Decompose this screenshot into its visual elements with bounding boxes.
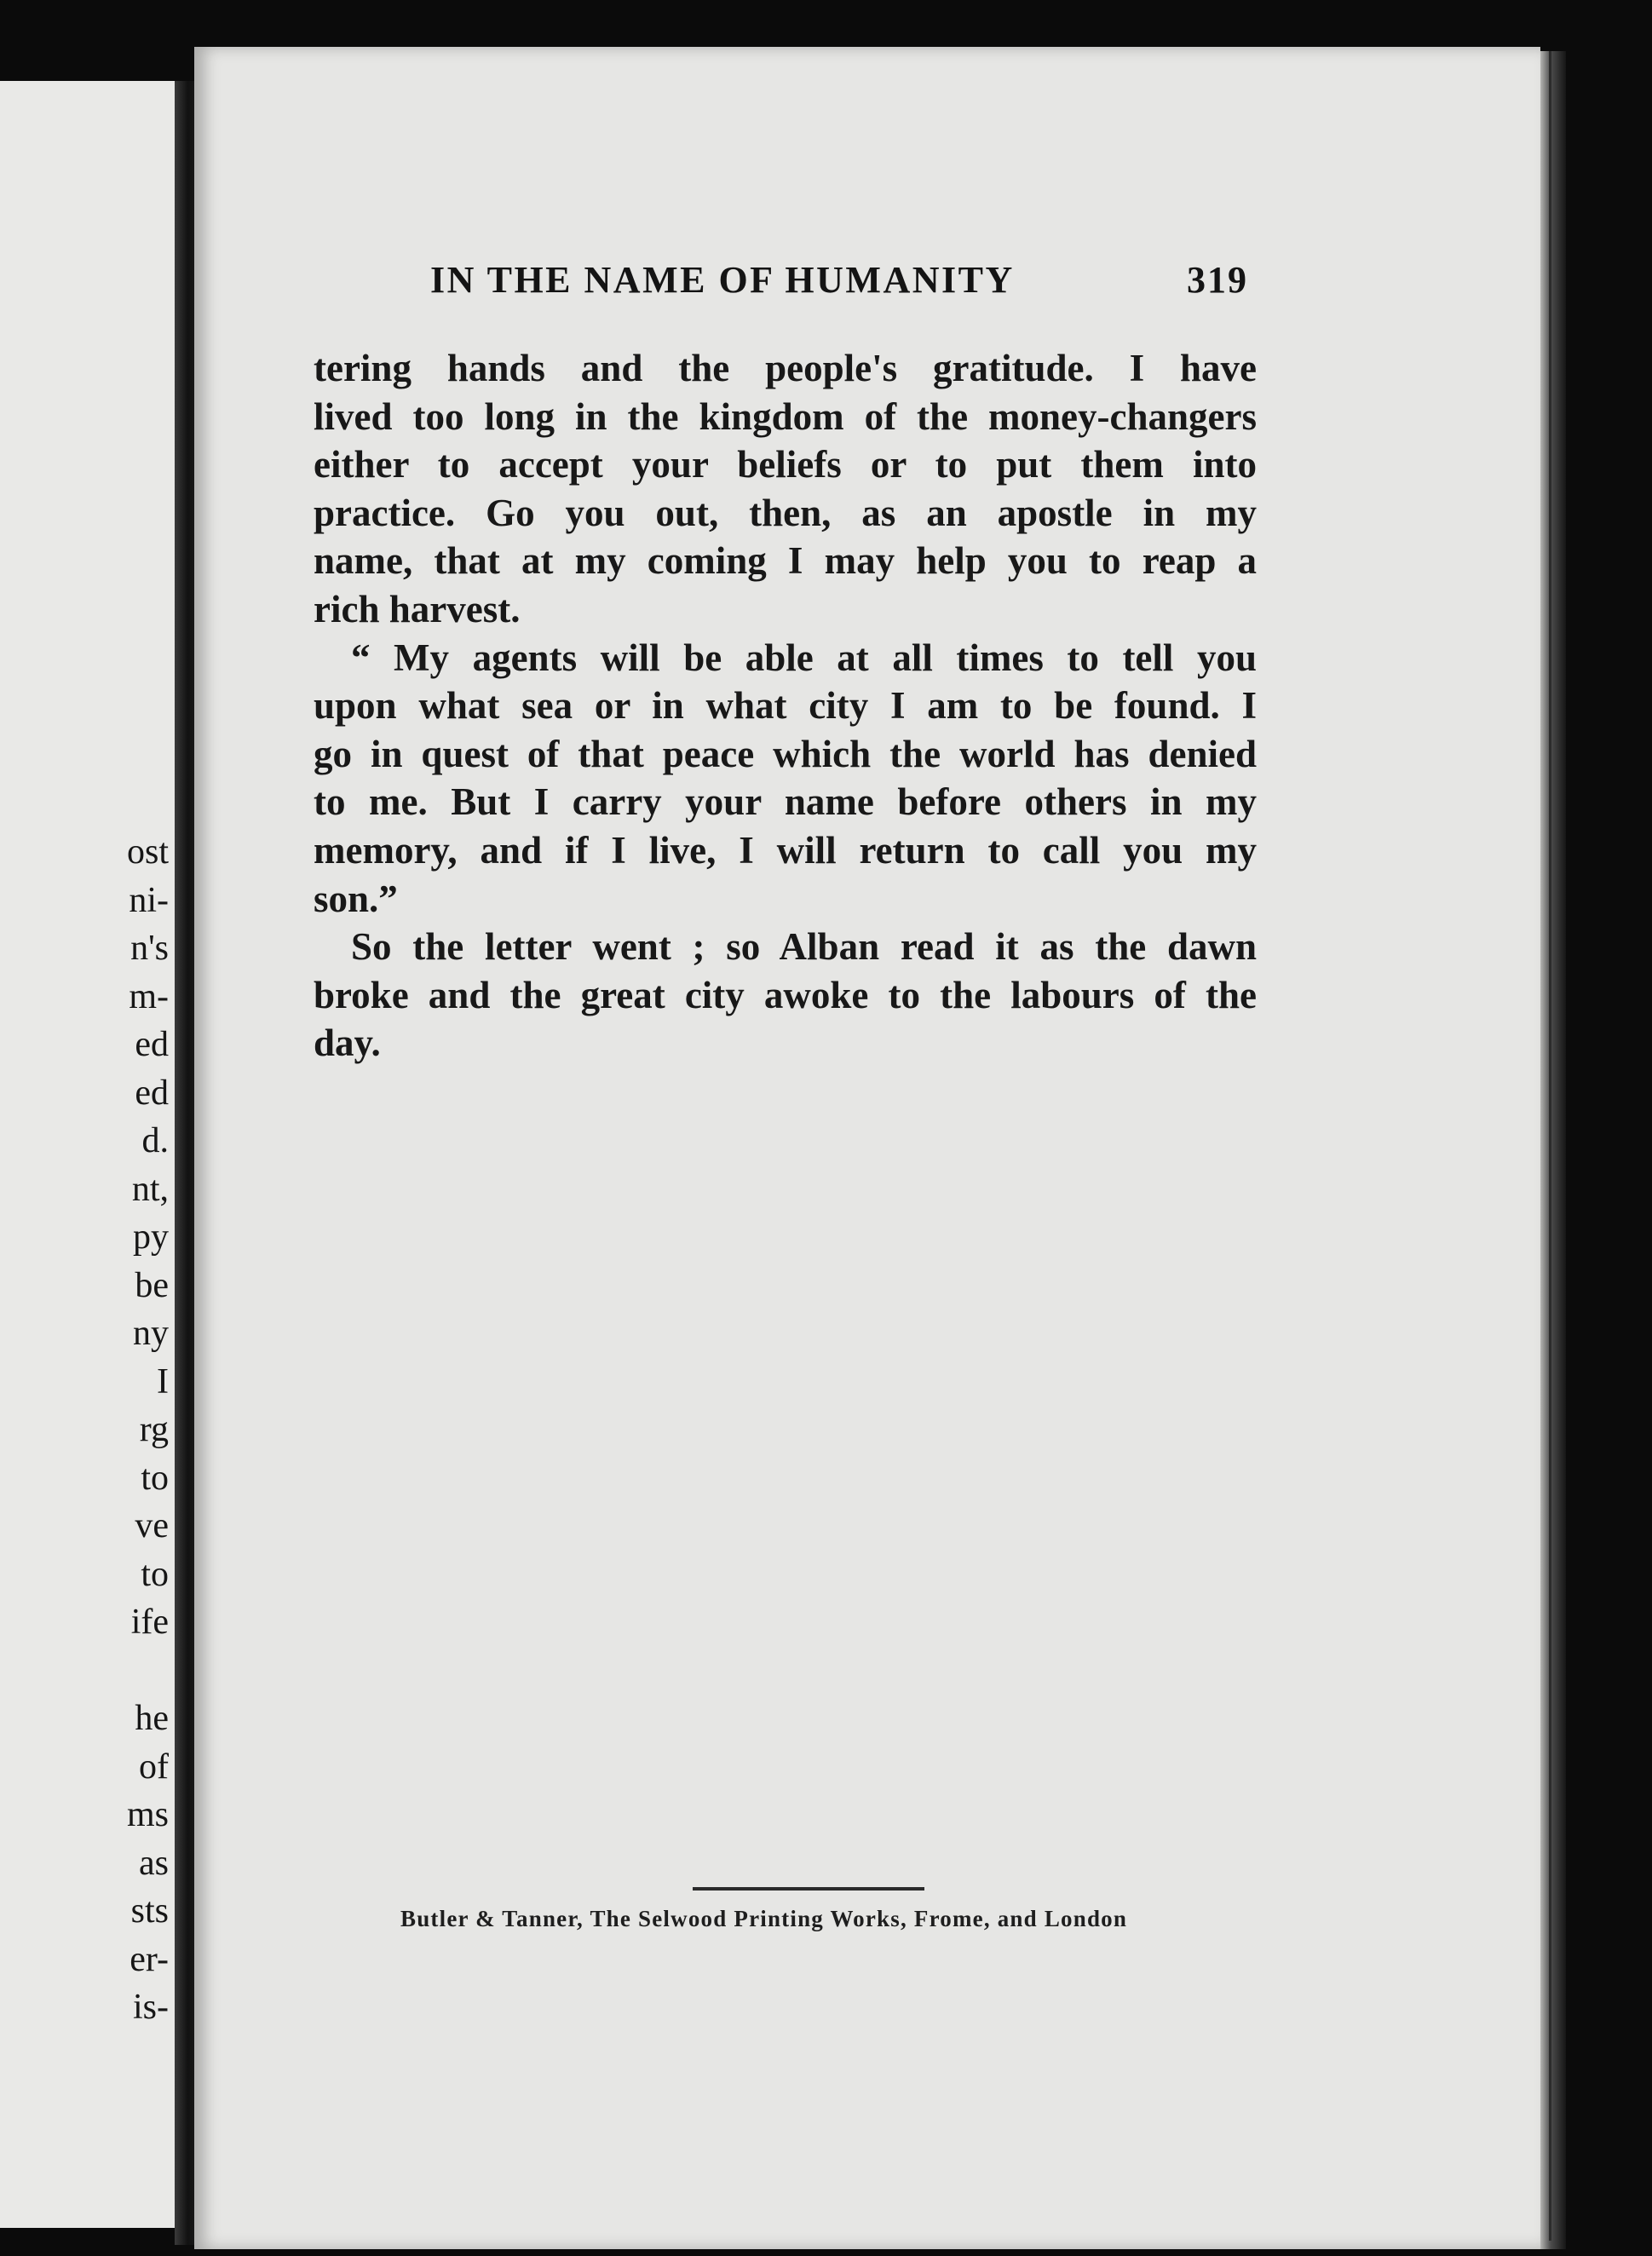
left-page-fragment: nt, bbox=[131, 1169, 169, 1209]
left-page-fragment: py bbox=[133, 1217, 169, 1257]
left-page-fragment: as bbox=[139, 1843, 169, 1883]
printer-imprint: Butler & Tanner, The Selwood Printing Works, Frome, and London bbox=[400, 1906, 1128, 1931]
left-page-fragment: be bbox=[135, 1265, 169, 1305]
text-line: son.” bbox=[314, 877, 398, 920]
page-body-text bbox=[314, 344, 1257, 1068]
text-line: day. bbox=[314, 1022, 381, 1065]
text-line: broke and the great city awoke to the labours of the bbox=[314, 973, 1257, 1016]
right-page-edge-line bbox=[1549, 51, 1551, 2241]
left-page-fragment bbox=[10, 1647, 169, 1695]
left-page-fragment: rg bbox=[139, 1410, 169, 1449]
text-line: either to accept your beliefs or to put them into bbox=[314, 443, 1257, 486]
left-page-fragment: ni- bbox=[129, 880, 169, 920]
left-page-fragment: ve bbox=[135, 1506, 169, 1545]
left-page-fragment: ed bbox=[135, 1073, 169, 1113]
left-page-fragment: to bbox=[141, 1554, 169, 1594]
text-line: rich harvest. bbox=[314, 587, 521, 630]
left-page-fragment: er- bbox=[130, 1939, 169, 1979]
right-page-edge bbox=[1540, 51, 1566, 2249]
text-line: So the letter went ; so Alban read it as the dawn bbox=[351, 925, 1257, 969]
left-page-fragment: I bbox=[157, 1361, 169, 1401]
left-page-fragment: n's bbox=[130, 929, 169, 968]
text-line: name, that at my coming I may help you to reap a bbox=[314, 539, 1257, 583]
text-line: upon what sea or in what city I am to be found. I bbox=[314, 684, 1257, 728]
left-page-fragment: to bbox=[141, 1458, 169, 1498]
text-line: tering hands and the people's gratitude. I have bbox=[314, 347, 1257, 389]
text-line: practice. Go you out, then, as an apostle in my bbox=[314, 491, 1257, 534]
left-page-fragment: ed bbox=[135, 1025, 169, 1064]
left-page-fragment: he bbox=[135, 1699, 169, 1738]
left-page-text-column bbox=[10, 828, 181, 2032]
running-head bbox=[430, 258, 1257, 302]
text-line: memory, and if I live, I will return to call you my bbox=[314, 828, 1257, 872]
left-page-fragment: ny bbox=[133, 1314, 169, 1353]
left-page-fragment: ms bbox=[126, 1795, 169, 1834]
left-page-fragment: is- bbox=[133, 1988, 169, 2027]
text-line: lived too long in the kingdom of the money-changers bbox=[314, 394, 1257, 438]
text-line: go in quest of that peace which the world has denied bbox=[314, 732, 1257, 775]
left-page-fragment: sts bbox=[130, 1891, 169, 1931]
page-number: 319 bbox=[1187, 259, 1248, 301]
left-page-fragment: d. bbox=[141, 1121, 169, 1160]
left-page-fragment: ife bbox=[130, 1603, 169, 1642]
running-head-title: IN THE NAME OF HUMANITY bbox=[430, 259, 1015, 301]
left-page bbox=[0, 81, 181, 2228]
text-line: to me. But I carry your name before others in my bbox=[314, 780, 1257, 824]
left-page-fragment: ost bbox=[126, 832, 169, 872]
left-page-fragment: m- bbox=[129, 976, 169, 1016]
imprint-rule bbox=[693, 1887, 924, 1891]
left-page-fragment: of bbox=[139, 1747, 169, 1787]
text-line: “ My agents will be able at all times to tell you bbox=[351, 636, 1257, 679]
